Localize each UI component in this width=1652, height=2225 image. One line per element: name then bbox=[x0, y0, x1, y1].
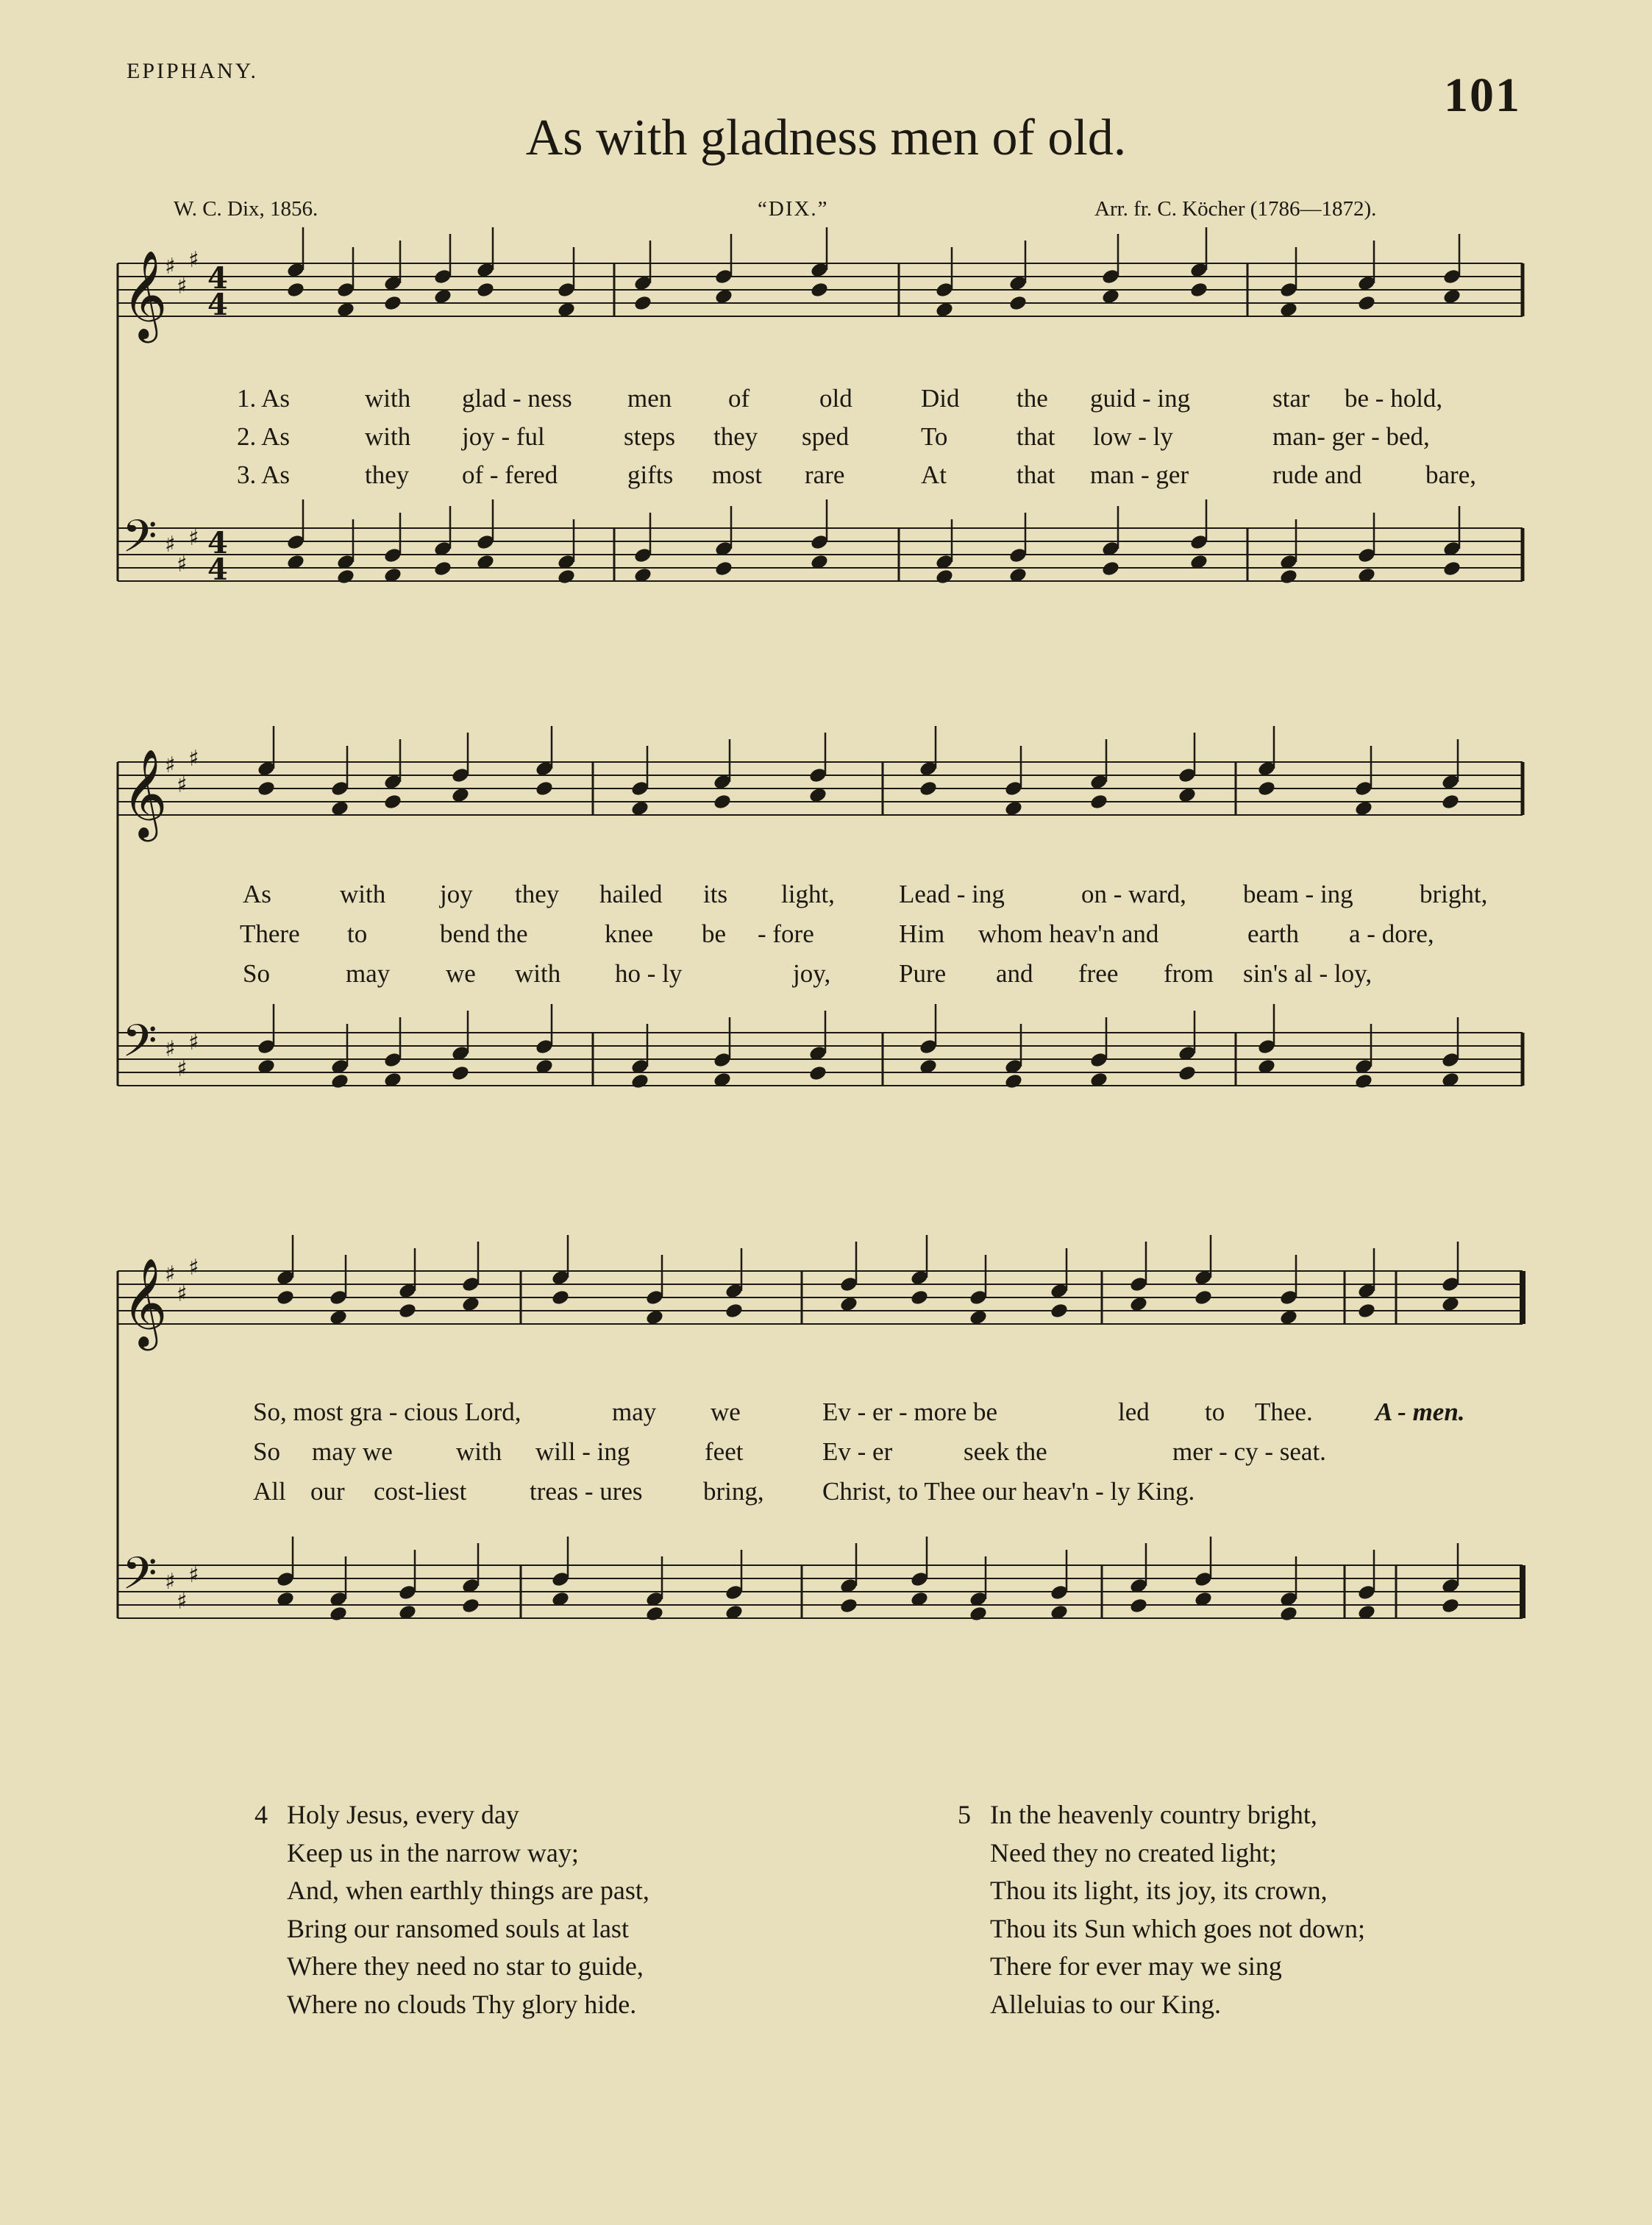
lyric: man - ger bbox=[1090, 460, 1189, 489]
lyric: to bbox=[1205, 1398, 1225, 1426]
note-head bbox=[551, 1289, 571, 1306]
lyric: Him bbox=[899, 919, 945, 948]
lyric: they bbox=[713, 422, 758, 451]
lyric: sped bbox=[802, 422, 850, 451]
note-head bbox=[535, 780, 555, 797]
time-signature: 4 bbox=[207, 261, 228, 296]
lyric: mer - cy - seat. bbox=[1172, 1437, 1326, 1466]
lyric: earth bbox=[1247, 919, 1299, 948]
lyric: with bbox=[515, 959, 561, 988]
lyric: a - dore, bbox=[1349, 919, 1434, 948]
lyric: with bbox=[365, 422, 411, 451]
bass-clef-icon: 𝄢 bbox=[122, 1548, 157, 1611]
lyric: that bbox=[1017, 422, 1055, 451]
treble-clef-icon: 𝄞 bbox=[122, 748, 168, 838]
lyric: may we bbox=[312, 1437, 393, 1466]
verse-text: In the heavenly country bright, bbox=[990, 1800, 1317, 1829]
note-head bbox=[1357, 1302, 1377, 1320]
sharp-icon: ♯ bbox=[188, 1562, 199, 1588]
lyric: Did bbox=[921, 384, 960, 413]
lyric: be - hold, bbox=[1345, 384, 1443, 413]
note-head bbox=[329, 1605, 349, 1623]
lyric: be bbox=[702, 919, 727, 948]
sharp-icon: ♯ bbox=[177, 1589, 188, 1615]
lyric: beam - ing bbox=[1243, 880, 1353, 908]
lyric: they bbox=[515, 880, 560, 908]
lyrics-s3-v2 bbox=[0, 1437, 1652, 1471]
lyric: from bbox=[1164, 959, 1214, 988]
note-head bbox=[257, 780, 277, 797]
note-head bbox=[633, 294, 653, 312]
note-head bbox=[1178, 1064, 1197, 1082]
lyric: and bbox=[996, 959, 1033, 988]
lyric: cost-liest bbox=[374, 1477, 467, 1506]
note-head bbox=[1050, 1302, 1069, 1320]
lyric: of - fered bbox=[462, 460, 558, 489]
note-head bbox=[1279, 568, 1299, 585]
lyric: joy bbox=[440, 880, 473, 908]
lyric: feet bbox=[705, 1437, 744, 1466]
lyric: free bbox=[1078, 959, 1119, 988]
note-head bbox=[910, 1289, 930, 1306]
lyric: our bbox=[310, 1477, 345, 1506]
lyric: we bbox=[446, 959, 476, 988]
sharp-icon: ♯ bbox=[188, 746, 199, 772]
note-head bbox=[1194, 1289, 1214, 1306]
verse-line: Where no clouds Thy glory hide. bbox=[287, 1989, 637, 2019]
note-head bbox=[1101, 560, 1121, 577]
lyrics-s2-v3 bbox=[0, 959, 1652, 993]
lyric: Ev - er - more be bbox=[822, 1398, 998, 1426]
note-head bbox=[1441, 1597, 1461, 1615]
note-head bbox=[724, 1302, 744, 1320]
lyric: So, most gra - cious Lord, bbox=[253, 1398, 521, 1426]
sharp-icon: ♯ bbox=[165, 254, 176, 280]
lyric: hailed bbox=[599, 880, 663, 908]
sharp-icon: ♯ bbox=[177, 1281, 188, 1307]
lyric: 2. As bbox=[237, 422, 290, 451]
hymn-number: 101 bbox=[1444, 68, 1521, 122]
verse-line: There for ever may we sing bbox=[990, 1951, 1282, 1981]
bass-clef-icon: 𝄢 bbox=[122, 510, 157, 574]
note-head bbox=[969, 1605, 989, 1623]
lyric: man- ger - bed, bbox=[1272, 422, 1430, 451]
sharp-icon: ♯ bbox=[177, 274, 188, 299]
note-head bbox=[557, 568, 577, 585]
verse-5 bbox=[958, 1796, 1365, 2023]
lyric: may bbox=[346, 959, 391, 988]
time-signature: 4 bbox=[207, 552, 228, 587]
verse-line: Alleluias to our King. bbox=[990, 1989, 1221, 2019]
verse-line: Where they need no star to guide, bbox=[287, 1951, 644, 1981]
verse-4 bbox=[254, 1796, 649, 2023]
lyric: men bbox=[627, 384, 672, 413]
lyric: bare, bbox=[1425, 460, 1476, 489]
note-head bbox=[383, 793, 403, 811]
lyric: 1. As bbox=[237, 384, 290, 413]
lyric: led bbox=[1118, 1398, 1150, 1426]
sharp-icon: ♯ bbox=[188, 247, 199, 273]
lyrics-s1-v3 bbox=[0, 460, 1652, 494]
sharp-icon: ♯ bbox=[165, 532, 176, 558]
tune-name: “DIX.” bbox=[758, 197, 829, 221]
note-head bbox=[630, 1072, 650, 1090]
lyric: on - ward, bbox=[1081, 880, 1186, 908]
lyric: Thee. bbox=[1255, 1398, 1313, 1426]
note-head bbox=[1129, 1597, 1149, 1615]
note-head bbox=[919, 780, 939, 797]
lyric: Lead - ing bbox=[899, 880, 1005, 908]
lyric: they bbox=[365, 460, 410, 489]
note-head bbox=[286, 281, 306, 299]
note-head bbox=[1279, 1605, 1299, 1623]
note-head bbox=[336, 568, 356, 585]
note-head bbox=[330, 1072, 350, 1090]
lyric: 3. As bbox=[237, 460, 290, 489]
note-head bbox=[398, 1302, 418, 1320]
lyric: rude and bbox=[1272, 460, 1362, 489]
lyric: Pure bbox=[899, 959, 947, 988]
lyrics-s1-v1 bbox=[0, 384, 1652, 418]
lyric: will - ing bbox=[535, 1437, 630, 1466]
note-head bbox=[839, 1597, 859, 1615]
note-head bbox=[714, 560, 734, 577]
hymn-title: As with gladness men of old. bbox=[525, 110, 1127, 166]
arranger-credit: Arr. fr. C. Köcher (1786—1872). bbox=[1094, 197, 1377, 221]
note-head bbox=[1441, 793, 1461, 811]
lyric: Ev - er bbox=[822, 1437, 893, 1466]
note-head bbox=[1004, 1072, 1024, 1090]
verse-line: Thou its Sun which goes not down; bbox=[990, 1913, 1365, 1943]
lyrics-s3-v1 bbox=[0, 1398, 1652, 1431]
lyric: star bbox=[1272, 384, 1310, 413]
sharp-icon: ♯ bbox=[165, 1261, 176, 1287]
lyric: All bbox=[253, 1477, 286, 1506]
lyric: treas - ures bbox=[530, 1477, 643, 1506]
sharp-icon: ♯ bbox=[188, 1255, 199, 1281]
bass-clef-icon: 𝄢 bbox=[122, 1015, 157, 1078]
section-heading: EPIPHANY. bbox=[127, 59, 258, 83]
amen-text: A - men. bbox=[1375, 1398, 1465, 1426]
note-head bbox=[1442, 560, 1462, 577]
treble-clef-icon: 𝄞 bbox=[122, 1257, 168, 1347]
lyric: bright, bbox=[1420, 880, 1488, 908]
author-credit: W. C. Dix, 1856. bbox=[174, 197, 318, 221]
lyric: Christ, to Thee our heav'n - ly King. bbox=[822, 1477, 1195, 1506]
lyric: As bbox=[243, 880, 271, 908]
lyric: So bbox=[243, 959, 270, 988]
verse-line: Thou its light, its joy, its crown, bbox=[990, 1876, 1328, 1905]
lyrics-s2-v1 bbox=[0, 880, 1652, 914]
lyric: joy, bbox=[793, 959, 831, 988]
note-head bbox=[1189, 281, 1209, 299]
lyric: whom heav'n and bbox=[978, 919, 1159, 948]
lyric: may bbox=[612, 1398, 657, 1426]
note-head bbox=[461, 1597, 481, 1615]
lyric: sin's al - loy, bbox=[1243, 959, 1372, 988]
lyric: ho - ly bbox=[615, 959, 683, 988]
sharp-icon: ♯ bbox=[177, 772, 188, 798]
verse-number: 5 bbox=[958, 1800, 971, 1829]
note-head bbox=[1257, 780, 1277, 797]
sharp-icon: ♯ bbox=[188, 1030, 199, 1055]
lyric: steps bbox=[624, 422, 675, 451]
lyric: light, bbox=[781, 880, 835, 908]
lyric: low - ly bbox=[1093, 422, 1173, 451]
lyric: seek the bbox=[964, 1437, 1047, 1466]
verse-line: Need they no created light; bbox=[990, 1837, 1277, 1868]
note-head bbox=[808, 1064, 828, 1082]
note-head bbox=[451, 1064, 471, 1082]
sharp-icon: ♯ bbox=[165, 1036, 176, 1062]
lyric: knee bbox=[605, 919, 654, 948]
note-head bbox=[935, 568, 955, 585]
lyric: To bbox=[921, 422, 948, 451]
verse-line bbox=[958, 1796, 1365, 1834]
note-head bbox=[1354, 1072, 1374, 1090]
note-head bbox=[810, 281, 830, 299]
verse-line bbox=[254, 1796, 649, 1834]
note-head bbox=[276, 1289, 296, 1306]
sharp-icon: ♯ bbox=[165, 1569, 176, 1595]
verse-number: 4 bbox=[254, 1800, 268, 1829]
lyric: glad - ness bbox=[462, 384, 572, 413]
note-head bbox=[383, 294, 403, 312]
lyric: There bbox=[240, 919, 300, 948]
lyric: rare bbox=[805, 460, 845, 489]
lyric: with bbox=[456, 1437, 502, 1466]
note-head bbox=[1008, 294, 1028, 312]
verse-line: And, when earthly things are past, bbox=[287, 1876, 649, 1905]
lyric: we bbox=[711, 1398, 741, 1426]
note-head bbox=[433, 560, 453, 577]
note-head bbox=[713, 793, 733, 811]
sharp-icon: ♯ bbox=[177, 552, 188, 577]
sharp-icon: ♯ bbox=[165, 752, 176, 778]
lyrics-s1-v2 bbox=[0, 422, 1652, 456]
lyric: - fore bbox=[758, 919, 814, 948]
note-head bbox=[476, 281, 496, 299]
note-head bbox=[1357, 294, 1377, 312]
lyric: its bbox=[703, 880, 728, 908]
lyric: the bbox=[1017, 384, 1048, 413]
lyric: with bbox=[340, 880, 386, 908]
lyric: old bbox=[819, 384, 852, 413]
lyric: most bbox=[712, 460, 763, 489]
lyric: joy - ful bbox=[462, 422, 545, 451]
lyric: At bbox=[921, 460, 947, 489]
lyric: bring, bbox=[703, 1477, 764, 1506]
treble-clef-icon: 𝄞 bbox=[122, 249, 168, 339]
sharp-icon: ♯ bbox=[188, 525, 199, 551]
note-head bbox=[1089, 793, 1109, 811]
lyric: gifts bbox=[627, 460, 674, 489]
lyrics-s3-v3 bbox=[0, 1477, 1652, 1511]
note-head bbox=[645, 1605, 665, 1623]
lyric: to bbox=[347, 919, 368, 948]
lyric: of bbox=[728, 384, 750, 413]
time-signature: 4 bbox=[207, 288, 228, 322]
time-signature: 4 bbox=[207, 526, 228, 560]
lyric: So bbox=[253, 1437, 280, 1466]
verse-line: Keep us in the narrow way; bbox=[287, 1837, 579, 1868]
sharp-icon: ♯ bbox=[177, 1056, 188, 1082]
verse-text: Holy Jesus, every day bbox=[287, 1800, 519, 1829]
verse-line: Bring our ransomed souls at last bbox=[287, 1913, 629, 1943]
lyric: that bbox=[1017, 460, 1055, 489]
lyrics-s2-v2 bbox=[0, 919, 1652, 953]
lyric: guid - ing bbox=[1090, 384, 1191, 413]
lyric: with bbox=[365, 384, 411, 413]
lyric: bend the bbox=[440, 919, 528, 948]
